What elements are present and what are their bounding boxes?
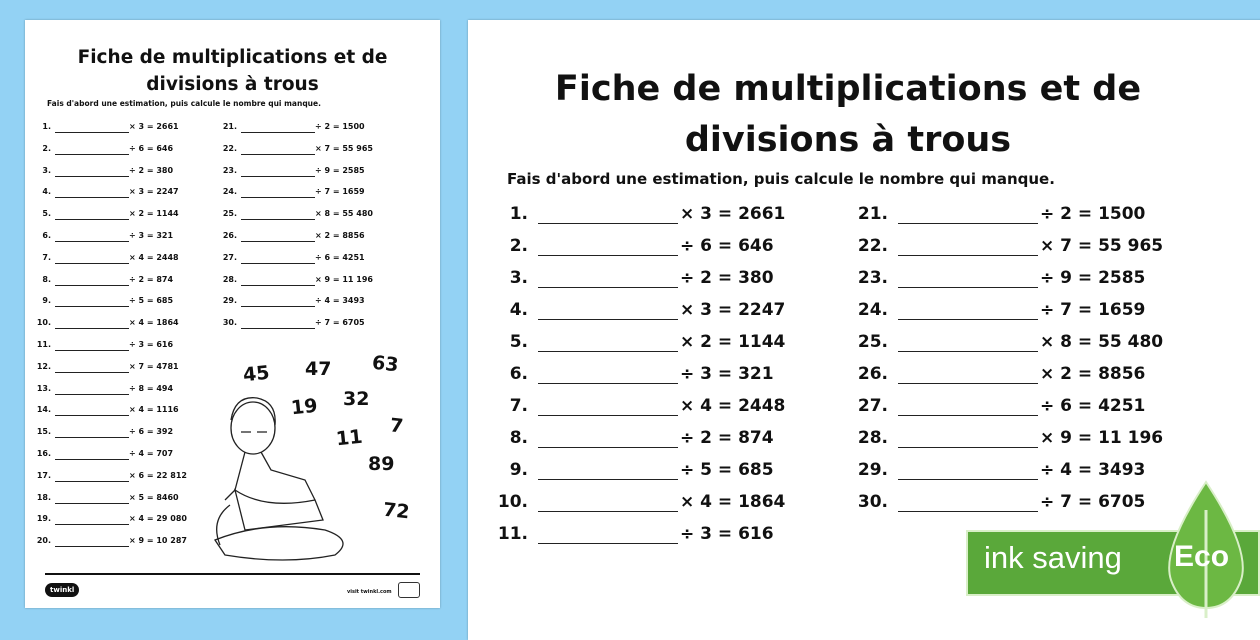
answer-blank[interactable] (898, 223, 1038, 224)
problem-equation: × 2 = 8856 (1040, 364, 1146, 384)
answer-blank[interactable] (241, 176, 315, 177)
problem-equation: × 9 = 10 287 (129, 536, 187, 546)
floating-number: 7 (388, 414, 405, 438)
answer-blank[interactable] (538, 351, 678, 352)
floating-number: 47 (305, 358, 332, 380)
problem-number: 25. (857, 332, 888, 352)
answer-blank[interactable] (55, 219, 129, 220)
problem-number: 29. (857, 460, 888, 480)
problem-equation: × 7 = 55 965 (315, 143, 373, 153)
problem-equation: × 4 = 29 080 (129, 514, 187, 524)
answer-blank[interactable] (55, 415, 129, 416)
answer-blank[interactable] (241, 285, 315, 286)
problem-number: 21. (857, 204, 888, 224)
answer-blank[interactable] (55, 350, 129, 351)
answer-blank[interactable] (898, 479, 1038, 480)
answer-blank[interactable] (538, 447, 678, 448)
problem-number: 12. (36, 361, 51, 371)
problem-equation: × 3 = 2247 (129, 187, 179, 197)
problem-number: 2. (42, 143, 51, 153)
problem-number: 30. (222, 318, 237, 328)
answer-blank[interactable] (538, 415, 678, 416)
floating-number: 32 (343, 388, 370, 410)
problem-number: 13. (36, 383, 51, 393)
problem-number: 19. (36, 514, 51, 524)
answer-blank[interactable] (898, 255, 1038, 256)
answer-blank[interactable] (538, 511, 678, 512)
problem-number: 15. (36, 427, 51, 437)
problem-equation: ÷ 6 = 392 (129, 427, 174, 437)
answer-blank[interactable] (538, 287, 678, 288)
problem-number: 16. (36, 449, 51, 458)
problem-number: 22. (857, 236, 888, 256)
problem-equation: ÷ 6 = 4251 (1040, 396, 1146, 416)
problem-equation: ÷ 3 = 616 (680, 524, 774, 544)
answer-blank[interactable] (898, 319, 1038, 320)
problem-equation: × 7 = 4781 (129, 361, 179, 371)
answer-blank[interactable] (55, 459, 129, 460)
problem-equation: ÷ 4 = 3493 (315, 296, 365, 306)
problem-equation: × 2 = 8856 (315, 231, 365, 240)
problem-number: 22. (222, 143, 237, 153)
answer-blank[interactable] (55, 437, 129, 438)
problem-number: 1. (509, 204, 528, 224)
problem-equation: × 2 = 1144 (129, 209, 179, 219)
answer-blank[interactable] (538, 383, 678, 384)
answer-blank[interactable] (241, 132, 315, 133)
answer-blank[interactable] (898, 287, 1038, 288)
problem-equation: × 3 = 2247 (680, 300, 786, 320)
problem-equation: × 9 = 11 196 (315, 274, 373, 284)
floating-number: 63 (370, 351, 400, 377)
problem-equation: ÷ 6 = 4251 (315, 252, 365, 262)
problem-equation: ÷ 3 = 321 (680, 364, 774, 384)
answer-blank[interactable] (55, 372, 129, 373)
problem-number: 20. (36, 536, 51, 546)
answer-blank[interactable] (241, 328, 315, 329)
problem-number: 9. (509, 460, 528, 480)
problem-equation: ÷ 3 = 321 (129, 231, 174, 240)
problem-equation: ÷ 9 = 2585 (315, 165, 365, 175)
answer-blank[interactable] (55, 285, 129, 286)
problem-equation: ÷ 7 = 6705 (315, 318, 365, 328)
problem-equation: ÷ 6 = 646 (680, 236, 774, 256)
answer-blank[interactable] (55, 154, 129, 155)
problem-number: 10. (497, 492, 528, 512)
twinkl-logo: twinkl (45, 583, 79, 597)
problem-equation: ÷ 2 = 380 (129, 165, 174, 175)
problem-equation: ÷ 7 = 1659 (315, 187, 365, 197)
answer-blank[interactable] (55, 263, 129, 264)
answer-blank[interactable] (241, 219, 315, 220)
answer-blank[interactable] (55, 328, 129, 329)
answer-blank[interactable] (538, 223, 678, 224)
problem-number: 6. (42, 231, 51, 240)
floating-number: 72 (381, 498, 411, 524)
answer-blank[interactable] (241, 154, 315, 155)
instruction: Fais d'abord une estimation, puis calcule le nombre qui manque. (507, 170, 1055, 188)
problem-number: 25. (222, 209, 237, 219)
problem-equation: × 4 = 1864 (129, 318, 179, 328)
answer-blank[interactable] (55, 241, 129, 242)
problem-number: 11. (36, 340, 51, 349)
problem-equation: × 8 = 55 480 (315, 209, 373, 219)
answer-blank[interactable] (55, 197, 129, 198)
instruction: Fais d'abord une estimation, puis calcule le nombre qui manque. (47, 99, 321, 108)
problem-equation: × 3 = 2661 (129, 122, 179, 131)
problem-number: 27. (857, 396, 888, 416)
problem-number: 3. (42, 165, 51, 175)
problem-equation: ÷ 2 = 1500 (1040, 204, 1146, 224)
sheet-title: Fiche de multiplications et de divisions à trous (554, 69, 1142, 160)
problem-number: 23. (857, 268, 888, 288)
floating-number: 89 (368, 453, 395, 475)
answer-blank[interactable] (898, 447, 1038, 448)
problem-equation: ÷ 5 = 685 (129, 296, 174, 306)
problem-number: 5. (42, 209, 51, 219)
problem-equation: ÷ 5 = 685 (680, 460, 774, 480)
answer-blank[interactable] (55, 306, 129, 307)
problem-number: 21. (222, 122, 237, 131)
problem-equation: ÷ 3 = 616 (129, 340, 174, 349)
problem-equation: ÷ 9 = 2585 (1040, 268, 1146, 288)
footer-divider (45, 573, 420, 575)
badge-icon (398, 582, 420, 598)
problem-number: 4. (509, 300, 528, 320)
problem-number: 17. (36, 470, 51, 480)
answer-blank[interactable] (55, 481, 129, 482)
answer-blank[interactable] (898, 511, 1038, 512)
problem-number: 5. (509, 332, 528, 352)
problem-equation: × 4 = 1116 (129, 405, 179, 415)
answer-blank[interactable] (538, 255, 678, 256)
answer-blank[interactable] (538, 319, 678, 320)
floating-number: 45 (241, 361, 271, 387)
problem-number: 30. (857, 492, 888, 512)
problem-equation: × 4 = 2448 (680, 396, 786, 416)
problem-number: 26. (222, 231, 237, 240)
problem-equation: × 8 = 55 480 (1040, 332, 1164, 352)
problem-number: 4. (42, 187, 51, 197)
problem-number: 11. (497, 524, 528, 544)
problem-number: 26. (857, 364, 888, 384)
problem-equation: ÷ 4 = 3493 (1040, 460, 1146, 480)
floating-number: 19 (289, 394, 319, 420)
problem-number: 24. (222, 187, 237, 197)
problem-equation: × 4 = 2448 (129, 252, 179, 262)
answer-blank[interactable] (55, 176, 129, 177)
problem-number: 3. (509, 268, 528, 288)
problem-number: 27. (222, 252, 237, 262)
problem-number: 28. (222, 274, 237, 284)
problem-equation: ÷ 7 = 1659 (1040, 300, 1146, 320)
problem-equation: × 9 = 11 196 (1040, 428, 1164, 448)
problem-equation: × 3 = 2661 (680, 204, 786, 224)
problem-number: 23. (222, 165, 237, 175)
problem-number: 8. (509, 428, 528, 448)
problem-equation: ÷ 4 = 707 (129, 449, 174, 458)
problem-number: 29. (222, 296, 237, 306)
answer-blank[interactable] (241, 306, 315, 307)
answer-blank[interactable] (55, 524, 129, 525)
answer-blank[interactable] (538, 479, 678, 480)
problem-number: 9. (42, 296, 51, 306)
answer-blank[interactable] (898, 351, 1038, 352)
sheet-title: Fiche de multiplications et de divisions à trous (77, 47, 388, 95)
eco-banner-text: ink saving (984, 540, 1122, 575)
problem-equation: × 7 = 55 965 (1040, 236, 1164, 256)
thumbnail-sheet[interactable] (25, 20, 440, 608)
problem-equation: × 4 = 1864 (680, 492, 786, 512)
problem-number: 7. (42, 252, 51, 262)
problem-number: 2. (509, 236, 528, 256)
problem-number: 1. (42, 122, 51, 131)
problem-equation: ÷ 2 = 380 (680, 268, 774, 288)
problem-number: 10. (36, 318, 51, 328)
problem-equation: ÷ 7 = 6705 (1040, 492, 1146, 512)
answer-blank[interactable] (55, 132, 129, 133)
problem-number: 14. (36, 405, 51, 415)
problem-number: 7. (509, 396, 528, 416)
problem-equation: × 6 = 22 812 (129, 470, 187, 480)
answer-blank[interactable] (898, 383, 1038, 384)
problem-equation: ÷ 2 = 1500 (315, 122, 365, 131)
problem-number: 28. (857, 428, 888, 448)
problem-equation: ÷ 2 = 874 (680, 428, 774, 448)
answer-blank[interactable] (898, 415, 1038, 416)
problem-equation: ÷ 8 = 494 (129, 383, 174, 393)
answer-blank[interactable] (241, 241, 315, 242)
answer-blank[interactable] (241, 263, 315, 264)
problem-number: 24. (857, 300, 888, 320)
answer-blank[interactable] (241, 197, 315, 198)
visit-link: visit twinkl.com (347, 589, 392, 595)
problem-number: 8. (42, 274, 51, 284)
problem-equation: × 5 = 8460 (129, 492, 179, 502)
answer-blank[interactable] (55, 394, 129, 395)
problem-equation: × 2 = 1144 (680, 332, 786, 352)
answer-blank[interactable] (55, 546, 129, 547)
problem-equation: ÷ 6 = 646 (129, 143, 174, 153)
answer-blank[interactable] (55, 503, 129, 504)
problem-number: 6. (509, 364, 528, 384)
problem-equation: ÷ 2 = 874 (129, 274, 174, 284)
floating-number: 11 (334, 425, 364, 451)
answer-blank[interactable] (538, 543, 678, 544)
problem-number: 18. (36, 492, 51, 502)
eco-label: Eco (1174, 540, 1230, 573)
